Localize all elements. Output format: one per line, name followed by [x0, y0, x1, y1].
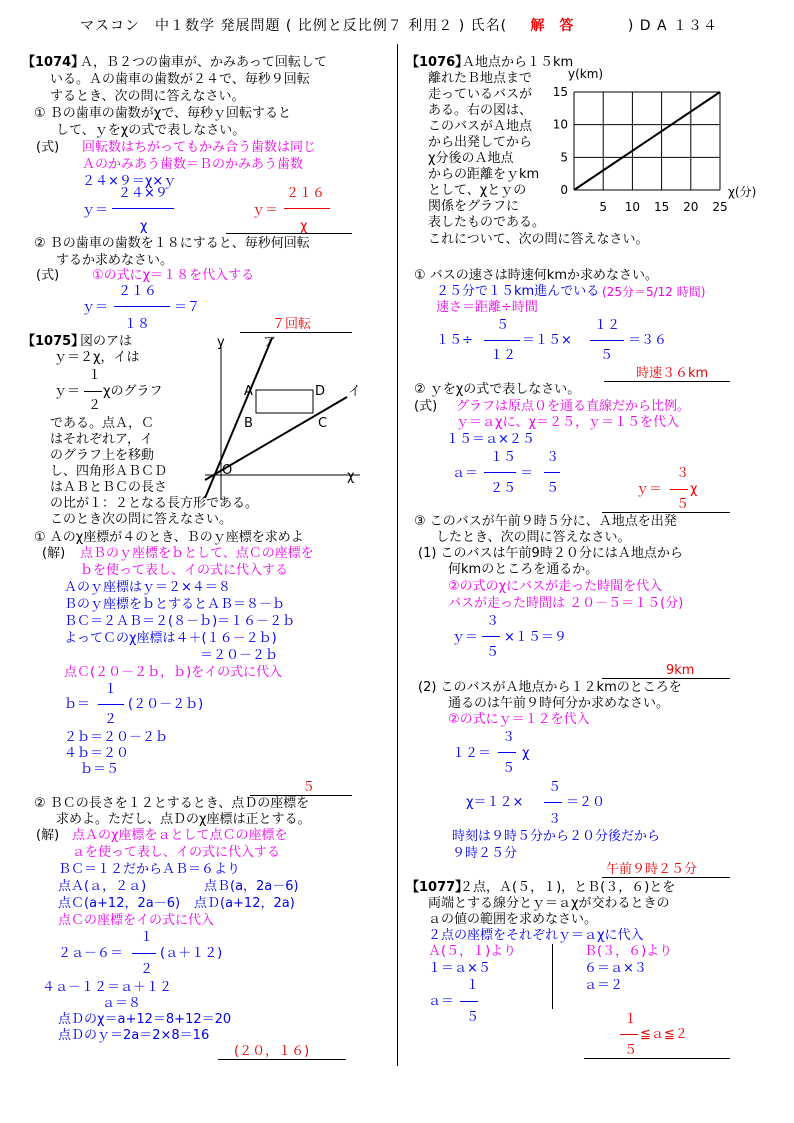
subquestion-text: ① Ａのχ座標が４のとき、Ｂのｙ座標を求めよ [34, 530, 304, 545]
point-d-label: D [315, 384, 326, 399]
answer-text: 時速３６km [636, 366, 709, 381]
fraction-denominator: ５ [600, 348, 614, 363]
work-line: ａ＝ [428, 994, 455, 1009]
fraction-bar [484, 472, 516, 473]
point-b-label: B [244, 416, 253, 431]
answer-text: ７回転 [272, 317, 312, 332]
work-line: １２＝ [452, 746, 492, 761]
fraction-numerator: １ [466, 978, 480, 993]
work-line: (25分＝5/12 時間) [602, 285, 706, 299]
question-text: し、四角形ＡＢＣＤ [50, 464, 168, 479]
work-line: 点Ａ(ａ，２ａ) [58, 879, 147, 894]
answer-fraction-bar [284, 208, 330, 209]
work-line: ＝ [520, 466, 534, 481]
work-line: ２ａ－６＝ [58, 946, 124, 961]
fraction-denominator: ２ [140, 962, 154, 977]
distance-time-chart [548, 62, 768, 220]
work-line: ＝２０ [566, 795, 606, 810]
y-tick-label: 0 [560, 183, 568, 197]
fraction-numerator: ３ [486, 614, 500, 629]
work-line: ＝３６ [628, 333, 668, 348]
line-a-label: ア [263, 335, 277, 350]
answer-fraction-bar [670, 489, 688, 490]
rectangle-abcd [256, 390, 313, 413]
fraction-bar [590, 340, 624, 341]
fraction-numerator: ５ [548, 780, 562, 795]
x-tick-label: 5 [599, 200, 608, 214]
question-text: はそれぞれア，イ [50, 432, 153, 447]
question-text: Ａ，Ｂ２つの歯車が、かみあって回転して [80, 55, 327, 70]
fraction-denominator: ５ [502, 761, 516, 776]
work-line: ｂを使って表し、イの式に代入する [80, 563, 289, 578]
work-line: Ａ(５，１)より [428, 944, 517, 959]
work-line: ２５分で１５km進んでいる [436, 284, 600, 299]
work-line: ４ｂ＝２０ [64, 746, 130, 761]
fraction-numerator: １２ [594, 318, 621, 333]
fraction-bar [98, 704, 124, 705]
subquestion-text: (1) このバスは午前9時２０分にはＡ地点から [418, 546, 683, 561]
question-text: このとき次の問に答えなさい。 [50, 512, 233, 527]
fraction-numerator: １５ [490, 450, 517, 465]
subquestion-text: ② ＢＣの長さを１２とするとき、点Ｄの座標を [34, 796, 310, 811]
page-title [80, 18, 718, 34]
answer-text: ｙ＝ [252, 203, 279, 218]
work-line: １５÷ [436, 333, 473, 348]
question-text: 図のアは [80, 334, 133, 349]
work-label: (式) [36, 268, 60, 283]
work-line: (ａ＋１２) [160, 946, 223, 961]
x-axis-label: χ [347, 469, 355, 484]
subquestion-text: 通るのは午前９時何分か求めなさい。 [448, 696, 670, 711]
work-line: ｙ＝ [452, 630, 479, 645]
fraction-numerator: ２１６ [118, 284, 158, 299]
column-divider [397, 44, 398, 1066]
answer-underline [584, 1058, 730, 1059]
fraction-denominator: ５ [486, 645, 500, 660]
question-text: はＡＢとＢＣの長さ [50, 480, 168, 495]
fraction-numerator: ５ [496, 318, 510, 333]
subquestion-text: 何kmのところを通るか。 [448, 562, 599, 577]
fraction-bar [498, 752, 516, 753]
problem-number: 【1076】 [406, 55, 469, 70]
subquestion-text: (2) このバスがＡ地点から１２kmのところを [418, 680, 682, 695]
question-text: ｙ＝ [54, 384, 81, 399]
case-divider [552, 944, 553, 1009]
x-tick-label: 10 [624, 200, 641, 214]
fraction-bar [460, 1001, 478, 1002]
fraction-denominator: ２ [88, 398, 102, 413]
fraction-numerator: ３ [502, 730, 516, 745]
work-line: 点Ｃ(２０－２ｂ，ｂ)をイの式に代入 [64, 665, 283, 680]
work-label: (解) [42, 546, 66, 561]
question-text: ｙ＝２χ，イは [54, 350, 140, 365]
question-text: のグラフ上を移動 [50, 448, 155, 463]
question-text: からの距離をｙkm [428, 167, 540, 182]
work-line: ２ｂ＝２０－２ｂ [64, 730, 169, 745]
work-line: 速さ＝距離÷時間 [436, 300, 538, 315]
work-line: χ＝１２× [466, 795, 524, 810]
title-prefix: マスコン 中１数学 発展問題 ( 比例と反比例７ 利用２ ) 氏名( [80, 18, 508, 34]
work-line: Ｂ(３，６)より [584, 944, 673, 959]
work-line: ６＝ａ×３ [584, 961, 647, 976]
question-text: ２点，Ａ(５，１)，とＢ(３，６)とを [460, 880, 676, 895]
work-line: ｙ＝ａχに、χ＝２５，ｙ＝１５を代入 [456, 415, 680, 430]
question-text: として、χとｙの [428, 183, 527, 198]
subquestion-text: ② ｙをχの式で表しなさい。 [414, 382, 581, 397]
work-line: ａ＝８ [102, 996, 142, 1011]
fraction-bar [132, 953, 156, 954]
work-line: ９時２５分 [452, 846, 518, 861]
fraction-bar [482, 636, 500, 637]
question-text: である。点Ａ，Ｃ [50, 416, 155, 431]
answer-underline [218, 1059, 346, 1060]
answer-fraction-bar [620, 1034, 638, 1035]
work-line: 点Ｄ(a+12，2a) [194, 896, 295, 911]
question-text: ａの値の範囲を求めなさい。 [428, 912, 598, 927]
answer-text: ｙ＝ [636, 482, 663, 497]
x-tick-label: 20 [683, 200, 699, 214]
work-line: ②の式にｙ＝１２を代入 [448, 712, 590, 727]
work-line: グラフは原点０を通る直線だから比例。 [456, 399, 691, 414]
coordinate-figure [200, 330, 380, 530]
answer-numerator: １ [624, 1012, 638, 1027]
work-line: よってＣのχ座標は４＋(１６－２ｂ) [64, 631, 277, 646]
question-text: 関係をグラフに [428, 199, 520, 214]
question-text: 表したものである。 [428, 215, 546, 230]
answer-denominator: χ [300, 219, 308, 234]
subquestion-text: するか求めなさい。 [56, 253, 174, 268]
problem-number: 【1075】 [22, 334, 85, 349]
work-label: (式) [414, 399, 438, 414]
answer-text: ≦ａ≦２ [640, 1027, 688, 1042]
work-line: (２０－２ｂ) [128, 697, 204, 712]
answer-underline [602, 877, 730, 878]
y-axis-label: y [217, 335, 225, 350]
fraction-denominator: ５ [546, 481, 560, 496]
answer-mark: 解 答 [530, 18, 579, 34]
question-text: χ分後のＡ地点 [428, 151, 514, 166]
work-line: 時刻は９時５分から２０分後だから [452, 829, 661, 844]
x-tick-label: 15 [653, 200, 670, 214]
fraction-denominator: ２ [104, 712, 118, 727]
answer-text: 午前９時２５分 [606, 862, 698, 877]
answer-underline [602, 678, 730, 679]
work-line: １＝ａ×５ [428, 961, 491, 976]
work-line: バスが走った時間は ２０－５＝１５(分) [448, 596, 684, 611]
subquestion-text: ③ このバスが午前９時５分に、Ａ地点を出発 [414, 514, 677, 529]
question-text: 走っているバスが [428, 87, 533, 102]
title-suffix: ) D A １３４ [627, 18, 719, 34]
question-text: から出発してから [428, 135, 533, 150]
work-line: ２４×９＝χ×ｙ [82, 174, 177, 189]
subquestion-text: したとき、次の問に答えなさい。 [436, 530, 631, 545]
work-line: ①の式にχ＝１８を代入する [92, 268, 255, 283]
answer-numerator: ２１６ [286, 186, 326, 201]
fraction-denominator: ３ [548, 812, 562, 827]
work-line: ａを使って表し、イの式に代入する [72, 845, 281, 860]
subquestion-text: ① Ｂの歯車の歯数がχで、毎秒ｙ回転すると [34, 106, 292, 121]
question-text: Ａ地点から１５km [462, 55, 574, 70]
work-line: 点Ｃの座標をイの式に代入 [58, 913, 215, 928]
line-i-label: イ [348, 384, 362, 399]
work-line: 点Ｄのχ＝a+12＝8+12＝20 [58, 1012, 232, 1027]
y-tick-label: 10 [552, 117, 568, 132]
fraction-denominator: ２５ [490, 481, 517, 496]
question-text: このバスがＡ地点 [428, 119, 533, 134]
work-line: ＢＣ＝２ＡＢ＝２(８－ｂ)＝１６－２ｂ [64, 614, 296, 629]
origin-label: O [222, 463, 233, 478]
y-axis-label: y(km) [568, 67, 604, 81]
subquestion-text: 求めよ。ただし、点Ｄのχ座標は正とする。 [56, 812, 311, 827]
question-text: ある。右の図は、 [428, 103, 533, 118]
work-line: ②の式のχにバスが走った時間を代入 [448, 579, 663, 594]
work-line: ｂ＝ [64, 697, 91, 712]
answer-numerator: ３ [676, 466, 690, 481]
fraction-denominator: ５ [466, 1010, 480, 1025]
work-line: ａ＝２ [584, 978, 624, 993]
subquestion-text: ② Ｂの歯車の歯数を１８にすると、毎秒何回転 [34, 236, 310, 251]
work-line: １５＝ａ×２５ [446, 432, 535, 447]
work-label: (解) [36, 828, 60, 843]
work-line: 点Ｄのｙ＝2a＝2×8＝16 [58, 1028, 210, 1043]
y-tick-label: 15 [552, 85, 568, 99]
fraction-bar [112, 208, 174, 209]
answer-text: ５ [302, 780, 316, 795]
fraction-denominator: １２ [490, 348, 517, 363]
work-line: 回転数はちがってもかみ合う歯数は同じ [82, 140, 317, 155]
series-line [574, 92, 720, 190]
fraction-bar [84, 391, 102, 392]
answer-text: 9km [666, 663, 695, 678]
answer-denominator: ５ [624, 1043, 638, 1058]
subquestion-text: ① バスの速さは時速何kmか求めなさい。 [414, 268, 658, 283]
work-line: ｙ＝ [82, 300, 109, 315]
work-line: ×１５＝９ [504, 630, 567, 645]
fraction-numerator: １ [88, 368, 102, 383]
work-line: ｂ＝５ [80, 762, 120, 777]
fraction-numerator: ２４×９ [118, 186, 168, 201]
work-line: ＢＣ＝１２だからＡＢ＝６より [58, 862, 241, 877]
question-text: するとき、次の問に答えなさい。 [50, 89, 245, 104]
x-tick-label: 25 [712, 200, 728, 214]
answer-underline [226, 233, 352, 234]
answer-text: (２０，１６) [234, 1044, 310, 1059]
question-text: これについて、次の問に答えなさい。 [428, 232, 649, 247]
question-text: いる。Ａの歯車の歯数が２４で、毎秒９回転 [50, 72, 310, 87]
work-line: ２点の座標をそれぞれｙ＝ａχに代入 [428, 928, 644, 943]
work-line: 点Ａのχ座標をａとして点Ｃの座標を [72, 828, 288, 843]
answer-underline [602, 512, 730, 513]
fraction-denominator: １８ [124, 317, 151, 332]
problem-number: 【1077】 [406, 880, 469, 895]
point-c-label: C [318, 416, 328, 431]
fraction-bar [544, 472, 560, 473]
fraction-numerator: １ [104, 682, 118, 697]
work-line: ａ＝ [452, 466, 479, 481]
fraction-numerator: ３ [546, 450, 560, 465]
work-line: ＝２０－２ｂ [200, 648, 279, 663]
work-label: (式) [36, 140, 60, 155]
point-a-label: A [244, 384, 253, 399]
x-axis-label: χ(分) [728, 185, 757, 199]
work-line: ４ａ－１２＝ａ＋１２ [42, 980, 173, 995]
fraction-bar [544, 802, 562, 803]
work-line: ｙ＝ [82, 203, 109, 218]
work-line: Ｂのｙ座標をｂとするとＡＢ＝８－ｂ [64, 597, 286, 612]
work-line: 点Ｂ(a，2a－6) [204, 879, 299, 894]
work-line: Ａのかみあう歯数＝Ｂのかみあう歯数 [82, 157, 304, 172]
answer-underline [604, 381, 730, 382]
work-line: Ａのｙ座標はｙ＝２×４＝８ [64, 580, 231, 595]
fraction-numerator: １ [140, 930, 154, 945]
work-line: ＝７ [174, 300, 201, 315]
question-text: の比が１：２となる長方形である。 [50, 496, 259, 511]
fraction-denominator: χ [140, 219, 148, 234]
question-text: χのグラフ [103, 384, 163, 399]
work-line: 点Ｂのｙ座標をｂとして、点Ｃの座標を [80, 546, 314, 561]
answer-text: χ [690, 482, 698, 497]
fraction-bar [484, 340, 520, 341]
work-line: χ [522, 746, 530, 761]
fraction-bar [114, 306, 170, 307]
question-text: 離れたＢ地点まで [428, 71, 533, 86]
y-tick-label: 5 [560, 150, 568, 165]
subquestion-text: して、ｙをχの式で表しなさい。 [56, 123, 246, 138]
work-line: ＝１５× [522, 333, 572, 348]
work-line: 点Ｃ(a+12，2a－6) [58, 896, 181, 911]
problem-number: 【1074】 [22, 55, 85, 70]
answer-denominator: ５ [676, 497, 690, 512]
question-text: 両端とする線分とｙ＝ａχが交わるときの [428, 896, 670, 911]
